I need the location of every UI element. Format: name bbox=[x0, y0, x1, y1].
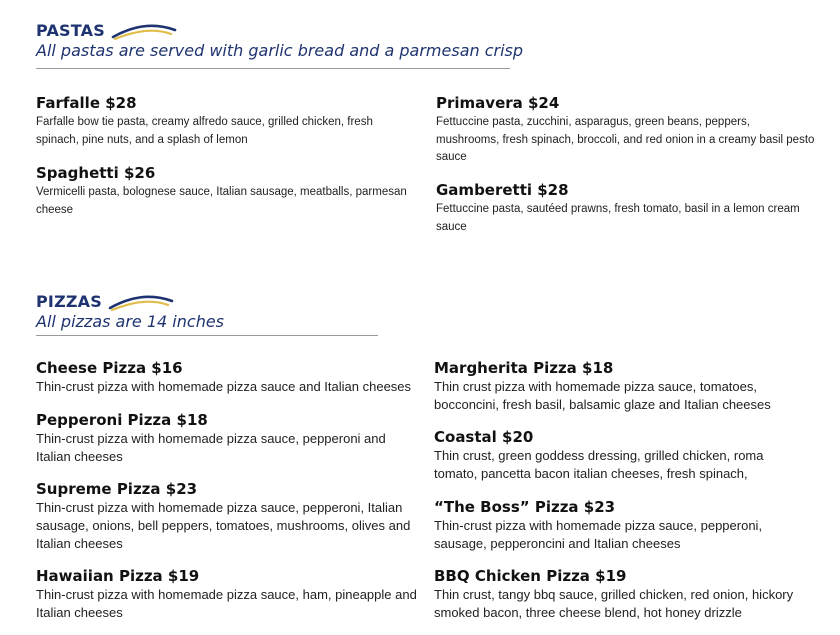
menu-item-pepperoni-pizza bbox=[36, 411, 421, 466]
pastas-divider bbox=[36, 68, 510, 69]
menu-item-supreme-pizza bbox=[36, 480, 421, 553]
item-description: Thin-crust pizza with homemade pizza sauce, pepperoni and Italian cheeses bbox=[36, 431, 386, 464]
item-title: Primavera $24 bbox=[436, 94, 560, 112]
swoosh-icon bbox=[108, 291, 174, 311]
item-description: Vermicelli pasta, bolognese sauce, Italian sausage, meatballs, parmesan cheese bbox=[36, 186, 407, 216]
menu-item-hawaiian-pizza bbox=[36, 567, 421, 622]
menu-item-the-boss-pizza bbox=[434, 498, 804, 553]
item-description: Thin-crust pizza with homemade pizza sauce, pepperoni, Italian sausage, onions, bell peppers, tomatoes, mushrooms, olives and Italian cheeses bbox=[36, 500, 411, 551]
item-description: Fettuccine pasta, zucchini, asparagus, green beans, peppers, mushrooms, fresh spinach, broccoli, and red onion in a creamy basil pesto sauce bbox=[436, 116, 815, 163]
pastas-header bbox=[36, 20, 523, 60]
item-description: Thin-crust pizza with homemade pizza sauce and Italian cheeses bbox=[36, 379, 412, 394]
item-title: Spaghetti $26 bbox=[36, 164, 156, 182]
pastas-subtitle: All pastas are served with garlic bread and a parmesan crisp bbox=[36, 41, 524, 60]
menu-item-primavera bbox=[436, 94, 816, 167]
item-description: Thin crust, tangy bbq sauce, grilled chicken, red onion, hickory smoked bacon, three cheese blend, hot honey drizzle bbox=[434, 587, 794, 620]
menu-item-gamberetti bbox=[436, 181, 816, 236]
item-title: Supreme Pizza $23 bbox=[36, 480, 198, 498]
item-description: Farfalle bow tie pasta, creamy alfredo sauce, grilled chicken, fresh spinach, pine nuts, and a splash of lemon bbox=[36, 116, 373, 146]
item-title: Farfalle $28 bbox=[36, 94, 137, 112]
pizzas-title: PIZZAS bbox=[36, 291, 102, 311]
pastas-title-row bbox=[36, 20, 523, 40]
item-title: Cheese Pizza $16 bbox=[36, 359, 183, 377]
item-description: Thin-crust pizza with homemade pizza sauce, ham, pineapple and Italian cheeses bbox=[36, 587, 417, 620]
pizzas-title-row bbox=[36, 291, 224, 311]
pizzas-header bbox=[36, 291, 224, 331]
item-description: Thin crust, green goddess dressing, grilled chicken, roma tomato, pancetta bacon italian cheeses, fresh spinach, bbox=[434, 448, 764, 481]
menu-item-spaghetti bbox=[36, 164, 416, 219]
item-title: Pepperoni Pizza $18 bbox=[36, 411, 208, 429]
swoosh-icon bbox=[111, 20, 177, 40]
menu-item-margherita-pizza bbox=[434, 359, 804, 414]
item-title: Coastal $20 bbox=[434, 428, 534, 446]
item-title: Gamberetti $28 bbox=[436, 181, 569, 199]
item-description: Thin crust pizza with homemade pizza sauce, tomatoes, bocconcini, fresh basil, balsamic glaze and Italian cheeses bbox=[434, 379, 771, 412]
item-description: Thin-crust pizza with homemade pizza sauce, pepperoni, sausage, pepperoncini and Italian cheeses bbox=[434, 518, 763, 551]
item-title: BBQ Chicken Pizza $19 bbox=[434, 567, 627, 585]
pizzas-subtitle: All pizzas are 14 inches bbox=[36, 312, 225, 331]
menu-item-farfalle bbox=[36, 94, 416, 149]
menu-item-cheese-pizza bbox=[36, 359, 421, 396]
item-description: Fettuccine pasta, sautéed prawns, fresh tomato, basil in a lemon cream sauce bbox=[436, 203, 800, 233]
item-title: “The Boss” Pizza $23 bbox=[434, 498, 616, 516]
pastas-title: PASTAS bbox=[36, 20, 105, 40]
item-title: Margherita Pizza $18 bbox=[434, 359, 614, 377]
menu-item-bbq-chicken-pizza bbox=[434, 567, 804, 622]
menu-item-coastal-pizza bbox=[434, 428, 804, 483]
item-title: Hawaiian Pizza $19 bbox=[36, 567, 200, 585]
pizzas-divider bbox=[36, 335, 378, 336]
